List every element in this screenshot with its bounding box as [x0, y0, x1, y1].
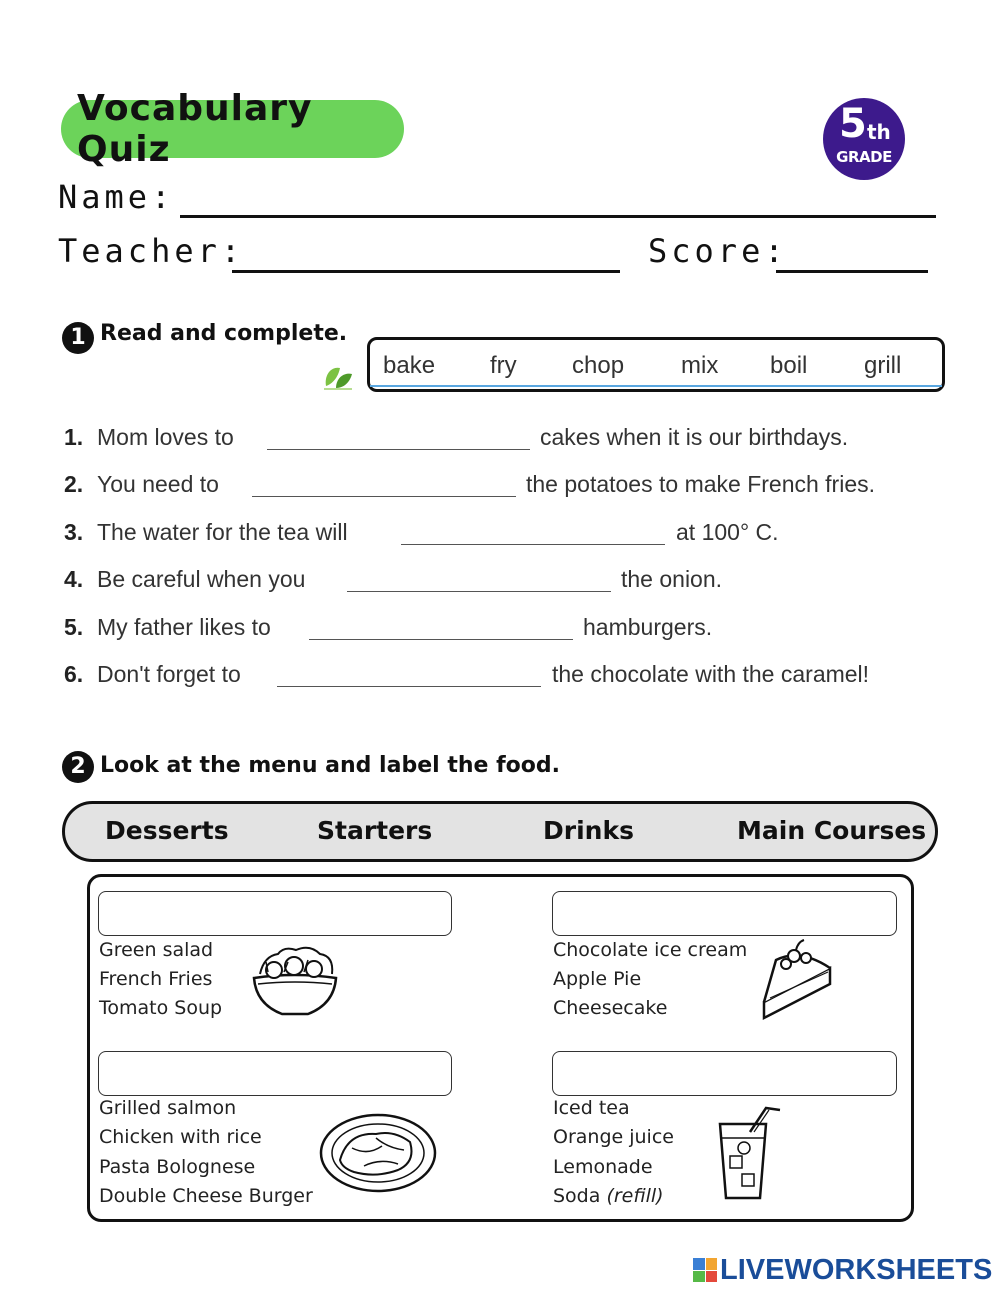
section-1-number: 1: [62, 322, 94, 354]
name-field[interactable]: [180, 215, 936, 218]
food-item: Green salad: [99, 939, 214, 961]
sentence-6-end: the chocolate with the caramel!: [552, 661, 870, 687]
answer-blank-2[interactable]: [252, 496, 516, 497]
menu-categories-bar: [62, 801, 938, 862]
label-drop-box-2[interactable]: [552, 891, 897, 936]
food-item: Cheesecake: [553, 997, 668, 1019]
menu-category[interactable]: Starters: [317, 816, 433, 845]
sentence-4: 4. Be careful when you: [64, 566, 306, 592]
food-item: Iced tea: [553, 1097, 630, 1119]
food-item: Apple Pie: [553, 968, 642, 990]
teacher-field[interactable]: [232, 270, 620, 273]
word-bank-item: fry: [490, 352, 517, 379]
sentence-1-end: cakes when it is our birthdays.: [540, 424, 849, 450]
answer-blank-3[interactable]: [401, 544, 665, 545]
sentence-2: 2. You need to: [64, 471, 219, 497]
teacher-label: Teacher:: [58, 232, 245, 270]
liveworksheets-logo: LIVEWORKSHEETS: [693, 1254, 992, 1286]
food-item: Double Cheese Burger: [99, 1185, 313, 1207]
cake-slice-icon: [756, 938, 840, 1022]
drink-glass-icon: [714, 1104, 786, 1204]
label-drop-box-3[interactable]: [98, 1051, 452, 1096]
brand-logo-icon: [693, 1258, 717, 1282]
food-item: Chocolate ice cream: [553, 939, 748, 961]
food-item: Orange juice: [553, 1126, 674, 1148]
label-drop-box-1[interactable]: [98, 891, 452, 936]
plate-dish-icon: [318, 1112, 438, 1194]
score-label: Score:: [648, 232, 788, 270]
menu-category[interactable]: Desserts: [105, 816, 229, 845]
food-item: Soda (refill): [553, 1185, 664, 1207]
word-bank-item: grill: [864, 352, 902, 379]
sentence-4-end: the onion.: [621, 566, 723, 592]
label-drop-box-4[interactable]: [552, 1051, 897, 1096]
word-bank-item: boil: [770, 352, 808, 379]
salad-bowl-icon: [248, 942, 342, 1018]
answer-blank-4[interactable]: [347, 591, 611, 592]
grade-badge: 5 th GRADE: [823, 98, 905, 180]
sentence-6: 6. Don't forget to: [64, 661, 241, 687]
food-item: Chicken with rice: [99, 1126, 262, 1148]
leaf-icon: [322, 360, 354, 390]
answer-blank-5[interactable]: [309, 639, 573, 640]
name-label: Name:: [58, 178, 175, 216]
section-1-title: Read and complete.: [100, 321, 348, 346]
sentence-5-end: hamburgers.: [583, 614, 713, 640]
menu-category[interactable]: Main Courses: [737, 816, 927, 845]
answer-blank-1[interactable]: [267, 449, 530, 450]
food-item: Pasta Bolognese: [99, 1156, 256, 1178]
answer-blank-6[interactable]: [277, 686, 541, 687]
section-2-title: Look at the menu and label the food.: [100, 753, 560, 778]
menu-category[interactable]: Drinks: [543, 816, 634, 845]
food-item: Lemonade: [553, 1156, 653, 1178]
word-bank-item: chop: [572, 352, 625, 379]
word-bank-item: mix: [681, 352, 719, 379]
sentence-3: 3. The water for the tea will: [64, 519, 348, 545]
quiz-title: Vocabulary Quiz: [61, 100, 404, 158]
sentence-5: 5. My father likes to: [64, 614, 271, 640]
score-field[interactable]: [776, 270, 928, 273]
food-item: Tomato Soup: [99, 997, 223, 1019]
word-bank-item: bake: [383, 352, 436, 379]
sentence-3-end: at 100° C.: [676, 519, 779, 545]
sentence-1: 1. Mom loves to: [64, 424, 234, 450]
word-bank: [367, 337, 945, 392]
food-item: French Fries: [99, 968, 213, 990]
section-2-number: 2: [62, 751, 94, 783]
food-item: Grilled salmon: [99, 1097, 237, 1119]
sentence-2-end: the potatoes to make French fries.: [526, 471, 876, 497]
